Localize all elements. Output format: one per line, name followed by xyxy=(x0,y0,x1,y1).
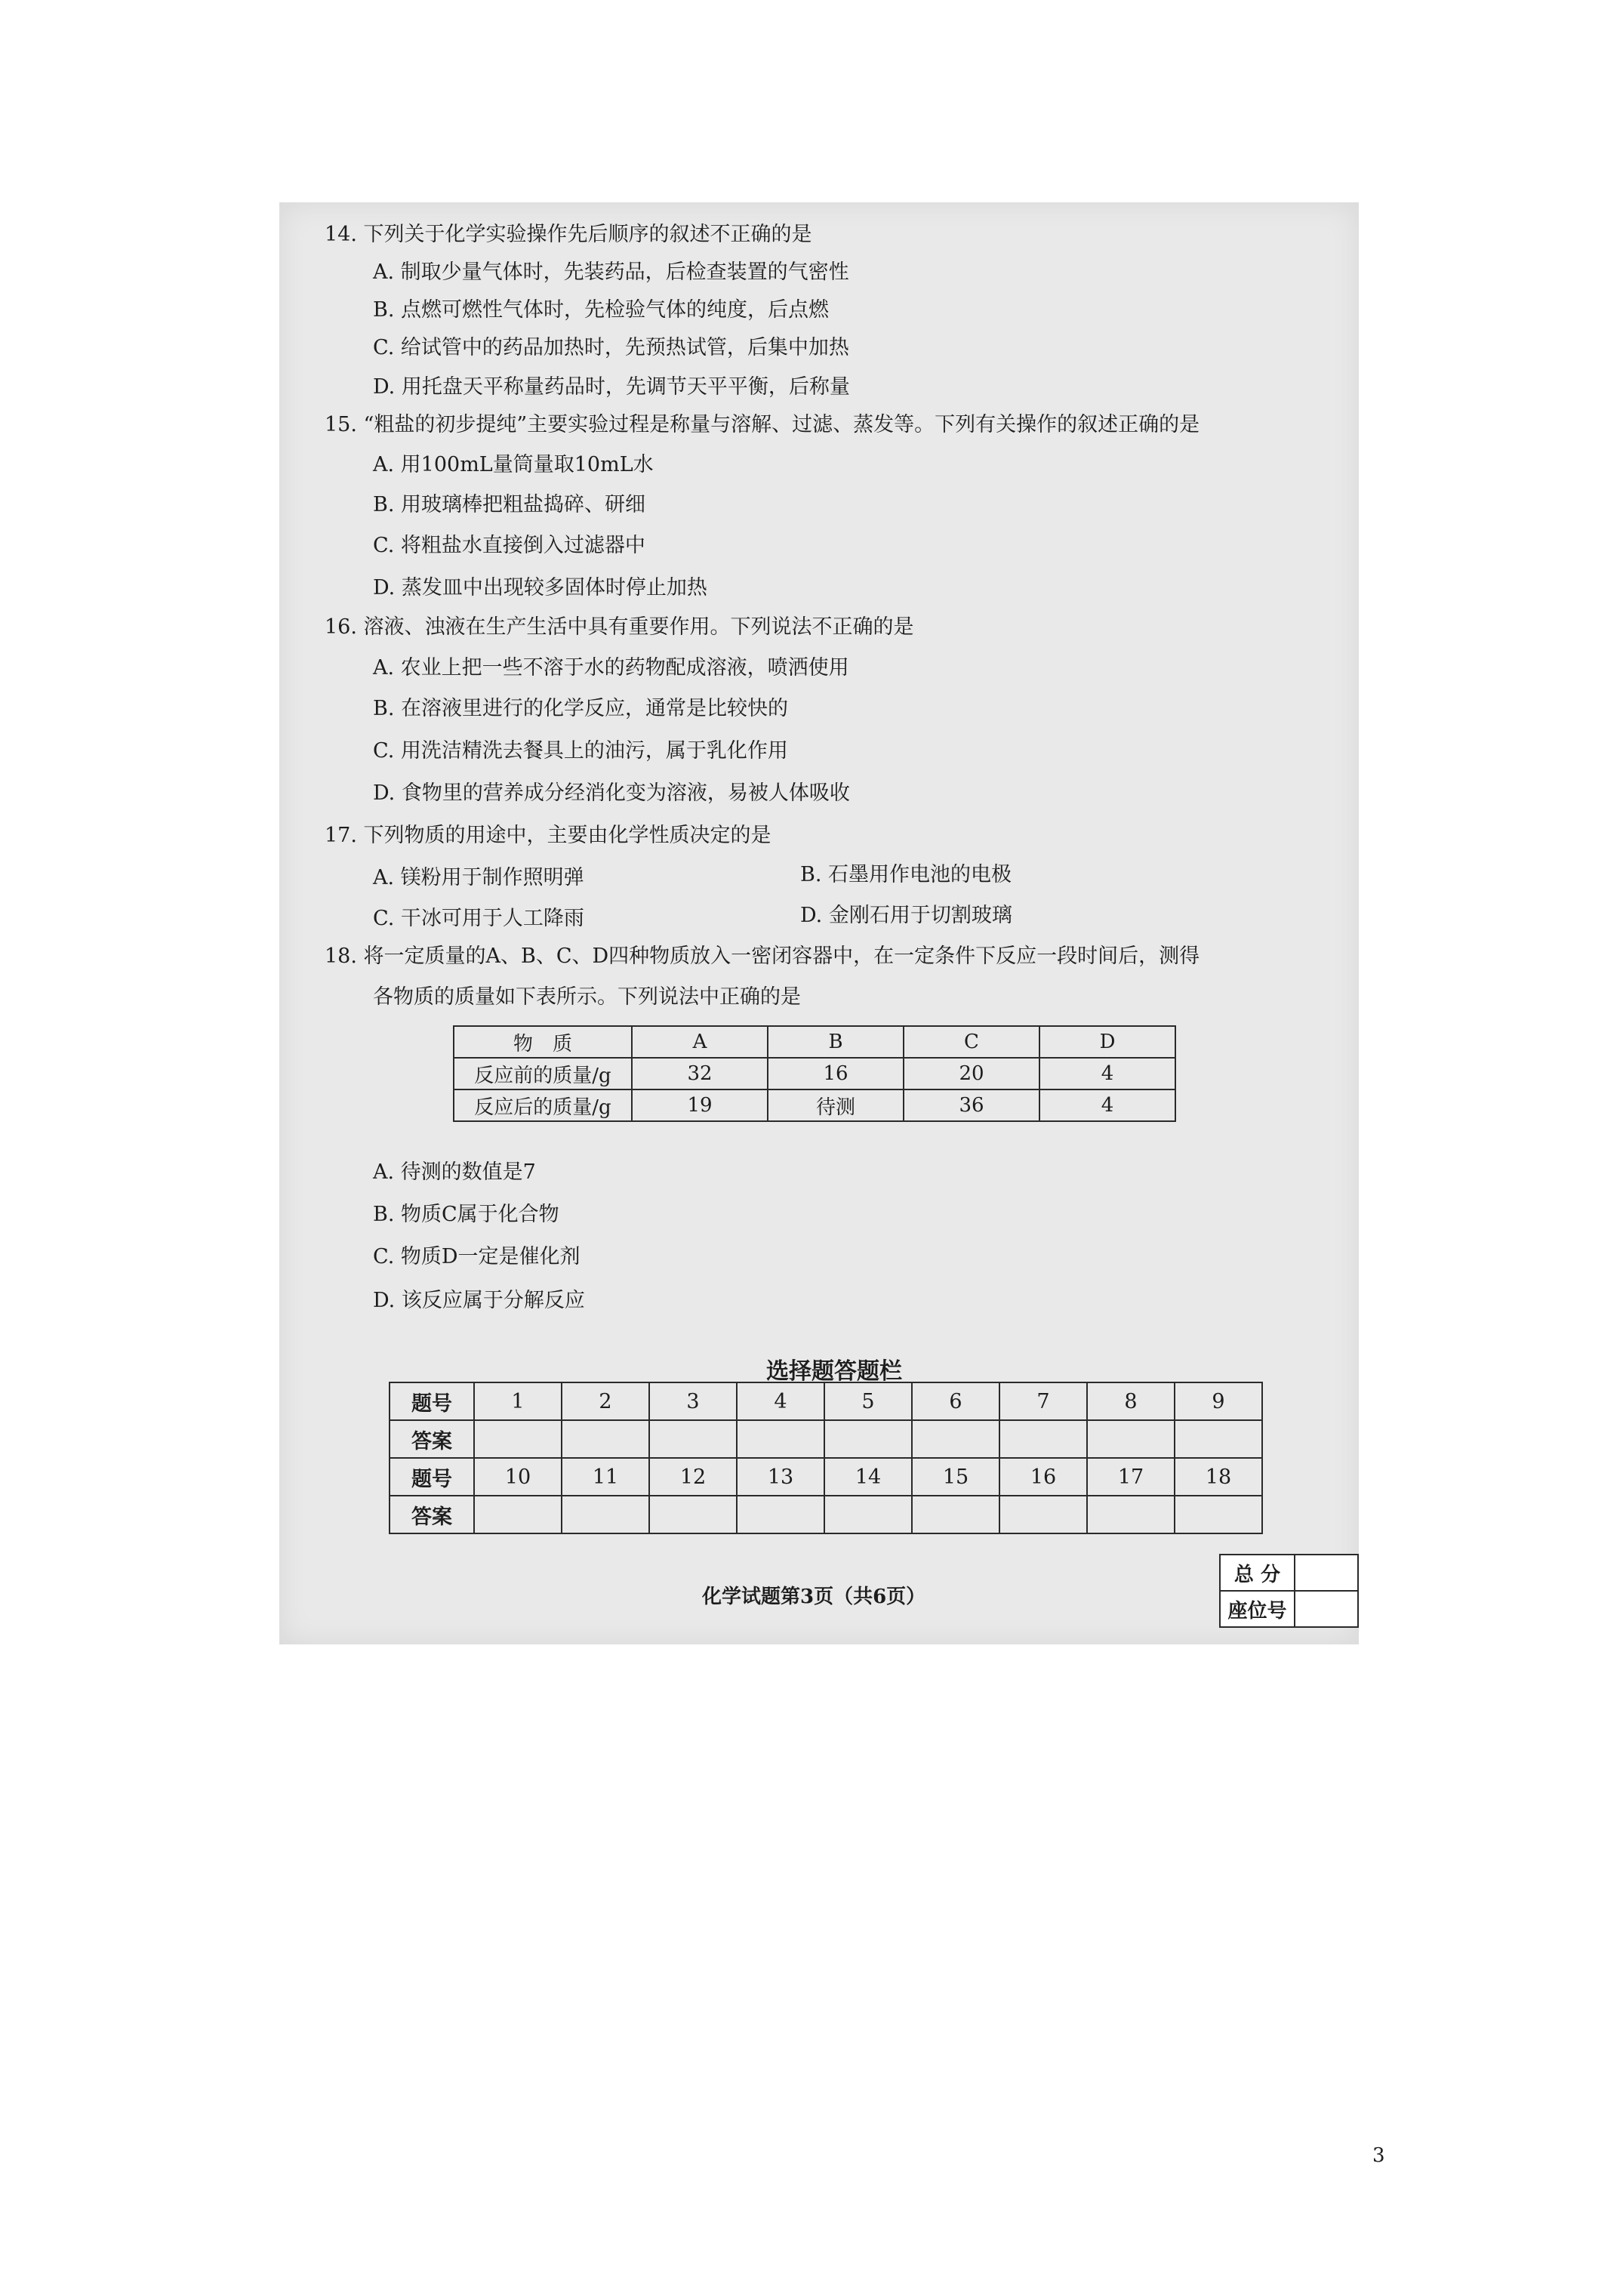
answer-sheet-title: 选择题答题栏 xyxy=(766,1358,902,1385)
answer-cell[interactable] xyxy=(912,1420,999,1458)
question-number-cell: 14 xyxy=(824,1458,912,1496)
question-18-option-d: D. 该反应属于分解反应 xyxy=(373,1289,585,1312)
question-18-stem: 18. 将一定质量的A、B、C、D四种物质放入一密闭容器中，在一定条件下反应一段时间后，测得 xyxy=(325,945,1200,968)
table-cell: 4 xyxy=(1039,1058,1175,1089)
question-14-option-b: B. 点燃可燃性气体时，先检验气体的纯度，后点燃 xyxy=(373,298,830,322)
answer-cell[interactable] xyxy=(1087,1420,1175,1458)
answer-number-row xyxy=(390,1458,1262,1496)
table-cell: 36 xyxy=(904,1089,1039,1121)
question-17-stem: 17. 下列物质的用途中，主要由化学性质决定的是 xyxy=(325,824,771,847)
table-cell: 20 xyxy=(904,1058,1039,1089)
question-16-stem: 16. 溶液、浊液在生产生活中具有重要作用。下列说法不正确的是 xyxy=(325,615,914,639)
question-16-option-a: A. 农业上把一些不溶于水的药物配成溶液，喷洒使用 xyxy=(373,656,849,680)
table-row xyxy=(454,1026,1175,1058)
table-header-cell: D xyxy=(1039,1026,1175,1058)
question-number-cell: 4 xyxy=(737,1382,824,1420)
answer-cell[interactable] xyxy=(999,1496,1087,1533)
answer-number-row xyxy=(390,1382,1262,1420)
question-number-cell: 12 xyxy=(649,1458,737,1496)
table-cell: 4 xyxy=(1039,1089,1175,1121)
answer-cell[interactable] xyxy=(1087,1496,1175,1533)
answer-cell[interactable] xyxy=(1175,1496,1262,1533)
question-17-option-c: C. 干冰可用于人工降雨 xyxy=(373,907,584,930)
question-number-cell: 15 xyxy=(912,1458,999,1496)
table-row xyxy=(454,1089,1175,1121)
total-score-field[interactable] xyxy=(1295,1555,1358,1591)
page-number: 3 xyxy=(1372,2144,1385,2167)
question-18-option-b: B. 物质C属于化合物 xyxy=(373,1203,559,1226)
answer-row xyxy=(390,1420,1262,1458)
question-14-option-d: D. 用托盘天平称量药品时，先调节天平平衡，后称量 xyxy=(373,375,850,399)
question-16-option-b: B. 在溶液里进行的化学反应，通常是比较快的 xyxy=(373,697,789,720)
table-row xyxy=(454,1058,1175,1089)
question-18-option-a: A. 待测的数值是7 xyxy=(373,1160,536,1184)
answer-cell[interactable] xyxy=(562,1496,649,1533)
answer-cell[interactable] xyxy=(649,1420,737,1458)
answer-sheet-table xyxy=(389,1382,1263,1534)
table-cell: 待测 xyxy=(768,1089,904,1121)
question-number-cell: 17 xyxy=(1087,1458,1175,1496)
answer-cell[interactable] xyxy=(824,1420,912,1458)
question-16-option-c: C. 用洗洁精洗去餐具上的油污，属于乳化作用 xyxy=(373,739,788,763)
answer-row xyxy=(390,1496,1262,1533)
table-header-cell: B xyxy=(768,1026,904,1058)
page-footer: 化学试题第3页（共6页） xyxy=(702,1586,926,1608)
question-number-cell: 6 xyxy=(912,1382,999,1420)
answer-cell[interactable] xyxy=(562,1420,649,1458)
question-15-option-b: B. 用玻璃棒把粗盐捣碎、研细 xyxy=(373,493,646,516)
question-15-stem: 15. “粗盐的初步提纯”主要实验过程是称量与溶解、过滤、蒸发等。下列有关操作的叙述正确的是 xyxy=(325,413,1200,436)
question-number-cell: 7 xyxy=(999,1382,1087,1420)
question-17-option-b: B. 石墨用作电池的电极 xyxy=(800,863,1012,886)
seat-number-field[interactable] xyxy=(1295,1591,1358,1627)
table-header-cell: 物 质 xyxy=(454,1026,632,1058)
answer-label: 答案 xyxy=(390,1420,474,1458)
question-number-cell: 10 xyxy=(474,1458,562,1496)
question-18-option-c: C. 物质D一定是催化剂 xyxy=(373,1245,581,1268)
question-number-cell: 3 xyxy=(649,1382,737,1420)
table-header-cell: A xyxy=(632,1026,768,1058)
answer-label: 答案 xyxy=(390,1496,474,1533)
question-17-option-d: D. 金刚石用于切割玻璃 xyxy=(800,904,1012,927)
table-cell: 19 xyxy=(632,1089,768,1121)
question-number-cell: 5 xyxy=(824,1382,912,1420)
answer-cell[interactable] xyxy=(999,1420,1087,1458)
question-number-cell: 1 xyxy=(474,1382,562,1420)
answer-cell[interactable] xyxy=(737,1496,824,1533)
answer-cell[interactable] xyxy=(649,1496,737,1533)
question-number-cell: 16 xyxy=(999,1458,1087,1496)
table-cell: 32 xyxy=(632,1058,768,1089)
number-label: 题号 xyxy=(390,1458,474,1496)
answer-cell[interactable] xyxy=(474,1496,562,1533)
question-18-stem-continued: 各物质的质量如下表所示。下列说法中正确的是 xyxy=(373,985,801,1009)
seat-number-label: 座位号 xyxy=(1220,1591,1295,1627)
table-row xyxy=(1220,1555,1358,1591)
score-box xyxy=(1219,1554,1359,1628)
table-cell: 16 xyxy=(768,1058,904,1089)
question-15-option-a: A. 用100mL量筒量取10mL水 xyxy=(373,453,654,476)
question-number-cell: 2 xyxy=(562,1382,649,1420)
question-number-cell: 18 xyxy=(1175,1458,1262,1496)
answer-cell[interactable] xyxy=(737,1420,824,1458)
total-score-label: 总 分 xyxy=(1220,1555,1295,1591)
answer-cell[interactable] xyxy=(474,1420,562,1458)
table-row xyxy=(1220,1591,1358,1627)
question-number-cell: 11 xyxy=(562,1458,649,1496)
question-number-cell: 8 xyxy=(1087,1382,1175,1420)
number-label: 题号 xyxy=(390,1382,474,1420)
question-16-option-d: D. 食物里的营养成分经消化变为溶液，易被人体吸收 xyxy=(373,781,850,805)
question-number-cell: 13 xyxy=(737,1458,824,1496)
question-14-stem: 14. 下列关于化学实验操作先后顺序的叙述不正确的是 xyxy=(325,223,812,246)
question-14-option-a: A. 制取少量气体时，先装药品，后检查装置的气密性 xyxy=(373,260,849,284)
answer-cell[interactable] xyxy=(912,1496,999,1533)
question-15-option-c: C. 将粗盐水直接倒入过滤器中 xyxy=(373,534,645,557)
question-17-option-a: A. 镁粉用于制作照明弹 xyxy=(373,866,584,889)
question-number-cell: 9 xyxy=(1175,1382,1262,1420)
table-cell: 反应后的质量/g xyxy=(454,1089,632,1121)
question-15-option-d: D. 蒸发皿中出现较多固体时停止加热 xyxy=(373,576,707,599)
table-header-cell: C xyxy=(904,1026,1039,1058)
mass-data-table xyxy=(453,1025,1176,1122)
answer-cell[interactable] xyxy=(1175,1420,1262,1458)
question-14-option-c: C. 给试管中的药品加热时，先预热试管，后集中加热 xyxy=(373,336,849,359)
table-cell: 反应前的质量/g xyxy=(454,1058,632,1089)
answer-cell[interactable] xyxy=(824,1496,912,1533)
scanned-exam-page xyxy=(279,202,1359,1644)
